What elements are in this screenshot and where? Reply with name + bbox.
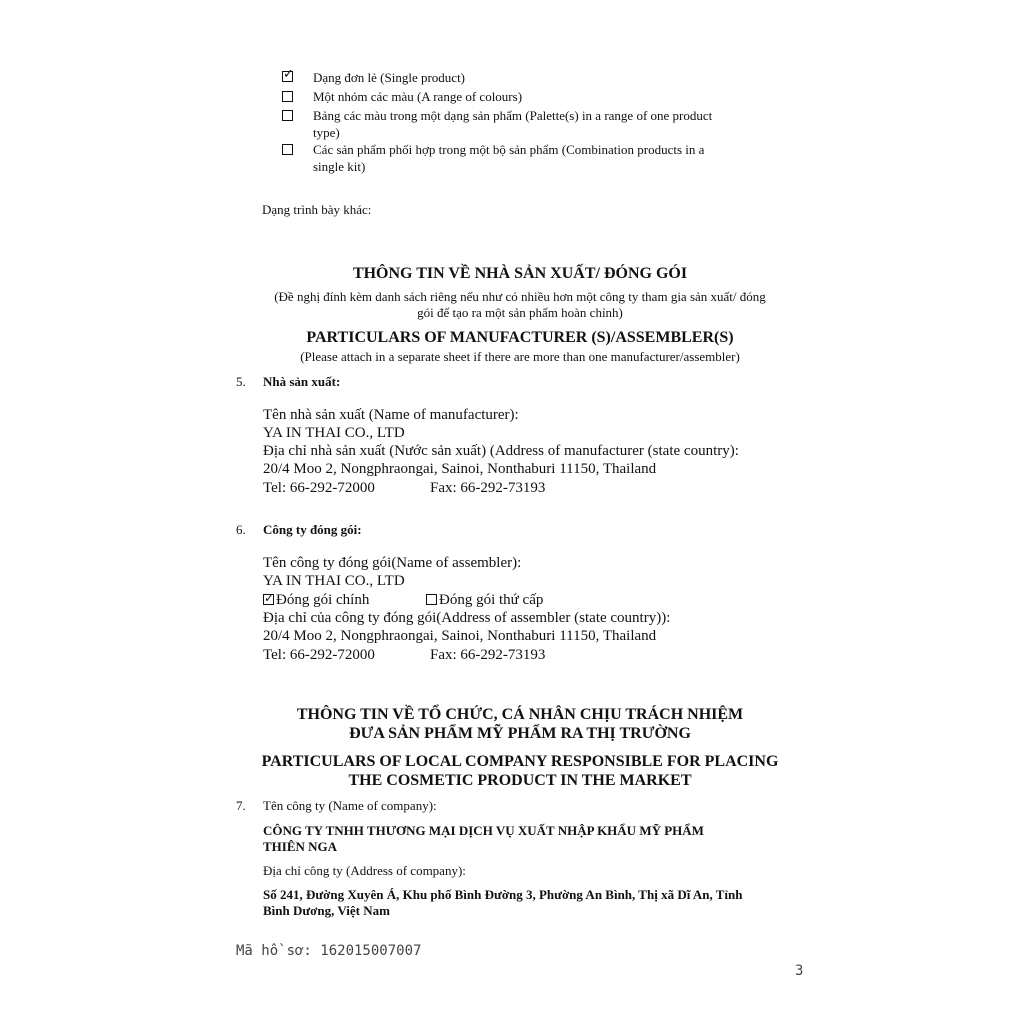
local-title-vi-line2: ĐƯA SẢN PHẨM MỸ PHẨM RA THỊ TRƯỜNG (349, 725, 691, 742)
assembler-address-label: Địa chỉ của công ty đóng gói(Address of assembler (state country)): (263, 610, 671, 626)
option-single-product-label: Dạng đơn lẻ (Single product) (313, 70, 466, 85)
manufacturer-note-en: (Please attach in a separate sheet if there are more than one manufacturer/assembler) (300, 349, 740, 364)
manufacturer-title-en: PARTICULARS OF MANUFACTURER (S)/ASSEMBLER(S) (306, 329, 734, 346)
company-address-label: Địa chỉ công ty (Address of company): (263, 863, 466, 878)
assembler-name: YA IN THAI CO., LTD (263, 573, 405, 589)
checkbox-palette[interactable] (282, 110, 293, 121)
company-address-line2: Bình Dương, Việt Nam (263, 903, 390, 918)
manufacturer-name: YA IN THAI CO., LTD (263, 425, 405, 441)
option-palette-label-line1: Bảng các màu trong một dạng sản phẩm (Palette(s) in a range of one product (313, 108, 713, 123)
record-code: Mã hồ sơ: 162015007007 (236, 943, 422, 959)
manufacturer-tel: Tel: 66-292-72000 (263, 480, 375, 496)
option-palette-label-line2: type) (313, 125, 340, 140)
assembler-fax: Fax: 66-292-73193 (430, 647, 546, 663)
secondary-packaging-option[interactable] (426, 591, 543, 609)
checkbox-combination-kit[interactable] (282, 144, 293, 155)
option-combination-label-line2: single kit) (313, 159, 366, 174)
assembler-name-label: Tên công ty đóng gói(Name of assembler): (263, 555, 522, 571)
other-presentation-label: Dạng trình bày khác: (262, 202, 372, 217)
check-mark-icon: ✓ (283, 67, 294, 82)
checkbox-secondary-packaging[interactable] (426, 594, 437, 605)
local-title-en-line1: PARTICULARS OF LOCAL COMPANY RESPONSIBLE FOR PLACING (261, 753, 779, 770)
company-name-line2: THIÊN NGA (263, 839, 338, 854)
assembler-tel: Tel: 66-292-72000 (263, 647, 375, 663)
manufacturer-note-vi-line2: gói để tạo ra một sản phẩm hoàn chỉnh) (417, 305, 623, 320)
manufacturer-title-vi: THÔNG TIN VỀ NHÀ SẢN XUẤT/ ĐÓNG GÓI (352, 265, 688, 282)
company-name-label: Tên công ty (Name of company): (263, 798, 437, 813)
manufacturer-address-label: Địa chỉ nhà sản xuất (Nước sản xuất) (Address of manufacturer (state country): (263, 443, 739, 459)
company-name-line1: CÔNG TY TNHH THƯƠNG MẠI DỊCH VỤ XUẤT NHẬP KHẨU MỸ PHẨM (263, 823, 704, 838)
local-title-en-line2: THE COSMETIC PRODUCT IN THE MARKET (348, 772, 692, 789)
option-combination-label-line1: Các sản phẩm phối hợp trong một bộ sản phẩm (Combination products in a (313, 142, 705, 157)
check-mark-icon: ✓ (264, 591, 275, 605)
item5-heading: Nhà sản xuất: (263, 374, 341, 389)
secondary-packaging-label: Đóng gói thứ cấp (439, 592, 544, 608)
manufacturer-fax: Fax: 66-292-73193 (430, 480, 546, 496)
item6-heading: Công ty đóng gói: (263, 522, 362, 537)
page-number: 3 (795, 963, 804, 979)
checkbox-primary-packaging[interactable] (263, 591, 275, 605)
company-address-line1: Số 241, Đường Xuyên Á, Khu phố Bình Đường 3, Phường An Bình, Thị xã Dĩ An, Tỉnh (263, 887, 743, 902)
item6-number: 6. (236, 522, 246, 537)
checkbox-single-product[interactable] (282, 67, 294, 82)
primary-packaging-label: Đóng gói chính (276, 592, 370, 608)
item7-number: 7. (236, 798, 246, 813)
primary-packaging-option[interactable] (263, 591, 369, 609)
item5-number: 5. (236, 374, 246, 389)
local-title-vi-line1: THÔNG TIN VỀ TỔ CHỨC, CÁ NHÂN CHỊU TRÁCH NHIỆM (296, 706, 744, 723)
option-range-of-colours-label: Một nhóm các màu (A range of colours) (313, 89, 523, 104)
manufacturer-note-vi-line1: (Đề nghị đính kèm danh sách riêng nếu như có nhiều hơn một công ty tham gia sản xuất/ đóng (274, 289, 766, 304)
manufacturer-name-label: Tên nhà sản xuất (Name of manufacturer): (263, 407, 519, 423)
checkbox-range-of-colours[interactable] (282, 91, 293, 102)
assembler-address: 20/4 Moo 2, Nongphraongai, Sainoi, Nonthaburi 11150, Thailand (263, 628, 657, 644)
manufacturer-address: 20/4 Moo 2, Nongphraongai, Sainoi, Nonthaburi 11150, Thailand (263, 461, 657, 477)
